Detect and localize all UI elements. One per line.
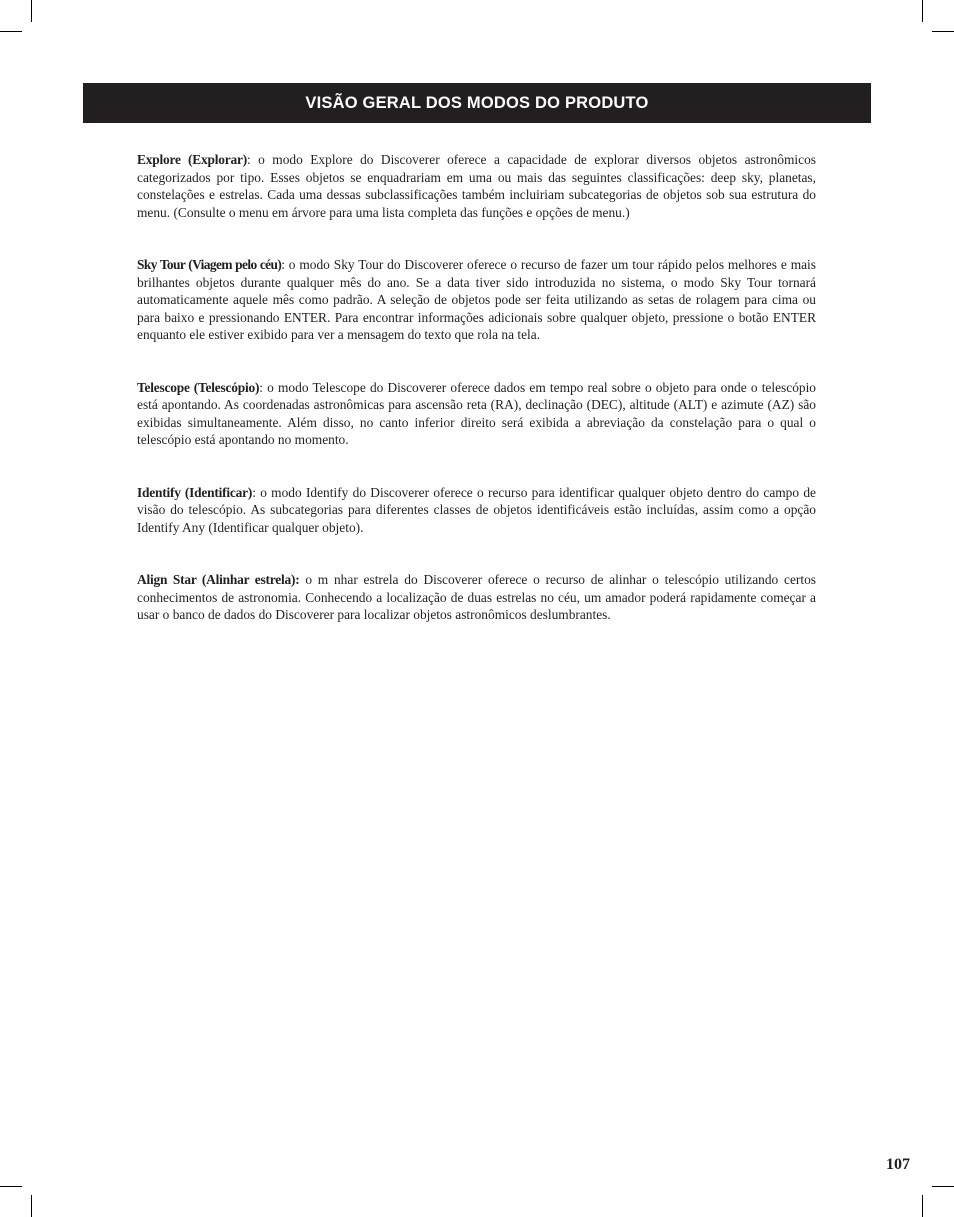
mode-text: : o modo Sky Tour do Discoverer oferece o recurso de fazer um tour rápido pelos melhores e mais brilhantes objetos durante qualquer mês do ano. Se a data tiver sido introduzida no sistema, o modo Sky Tour tornará automaticamente aquele mês como padrão. A seleção de objetos pode ser feita utilizando as setas de rolagem para cima ou para baixo e pressionando ENTER. Para encontrar informações adicionais sobre qualquer objeto, pressione o botão ENTER enquanto ele estiver exibido para ver a mensagem do texto que rola na tela. <box>137 257 816 342</box>
section-header-bar <box>83 83 871 123</box>
mode-term: Sky Tour (Viagem pelo céu) <box>137 257 282 272</box>
mode-text: : o modo Explore do Discoverer oferece a capacidade de explorar diversos objetos astronômicos categorizados por tipo. Esses objetos se enquadrariam em uma ou mais das seguintes classificações: deep sky, planetas, constelações e estrelas. Cada uma dessas subclassificações também incluiriam subcategorias de objetos sob sua estrutura do menu. (Consulte o menu em árvore para uma lista completa das funções e opções de menu.) <box>137 152 816 220</box>
crop-mark <box>932 1186 954 1187</box>
crop-mark <box>922 1195 923 1217</box>
mode-description-explore <box>137 151 816 221</box>
mode-description-align-star <box>137 571 816 624</box>
crop-mark <box>0 31 22 32</box>
mode-text: : o modo Telescope do Discoverer oferece dados em tempo real sobre o objeto para onde o telescópio está apontando. As coordenadas astronômicas para ascensão reta (RA), declinação (DEC), altitude (ALT) e azimute (AZ) são exibidas simultaneamente. Além disso, no canto inferior direito será exibida a abreviação da constelação para o qual o telescópio está apontando no momento. <box>137 379 816 447</box>
page-number: 107 <box>886 1156 910 1173</box>
page-title: VISÃO GERAL DOS MODOS DO PRODUTO <box>305 93 649 112</box>
mode-term: Telescope (Telescópio) <box>137 379 260 395</box>
mode-description-telescope <box>137 379 816 449</box>
mode-term: Align Star (Alinhar estrela): <box>137 572 300 587</box>
mode-term: Identify (Identificar) <box>137 484 253 500</box>
crop-mark <box>0 1186 22 1187</box>
mode-description-identify <box>137 484 816 537</box>
crop-mark <box>31 0 32 22</box>
mode-text: : o modo Identify do Discoverer oferece o recurso para identificar qualquer objeto dentro do campo de visão do telescópio. As subcategorias para diferentes classes de objetos identificáveis estão incluídas, assim como a opção Identify Any (Identificar qualquer objeto). <box>137 484 816 535</box>
crop-mark <box>922 0 923 22</box>
mode-term: Explore (Explorar) <box>137 152 247 167</box>
crop-mark <box>932 31 954 32</box>
body-content <box>137 151 816 624</box>
mode-description-sky-tour <box>137 256 816 344</box>
mode-text: o m nhar estrela do Discoverer oferece o recurso de alinhar o telescópio utilizando certos conhecimentos de astronomia. Conhecendo a localização de duas estrelas no céu, um amador poderá rapidamente começar a usar o banco de dados do Discoverer para localizar objetos astronômicos deslumbrantes. <box>137 572 816 622</box>
crop-mark <box>31 1195 32 1217</box>
